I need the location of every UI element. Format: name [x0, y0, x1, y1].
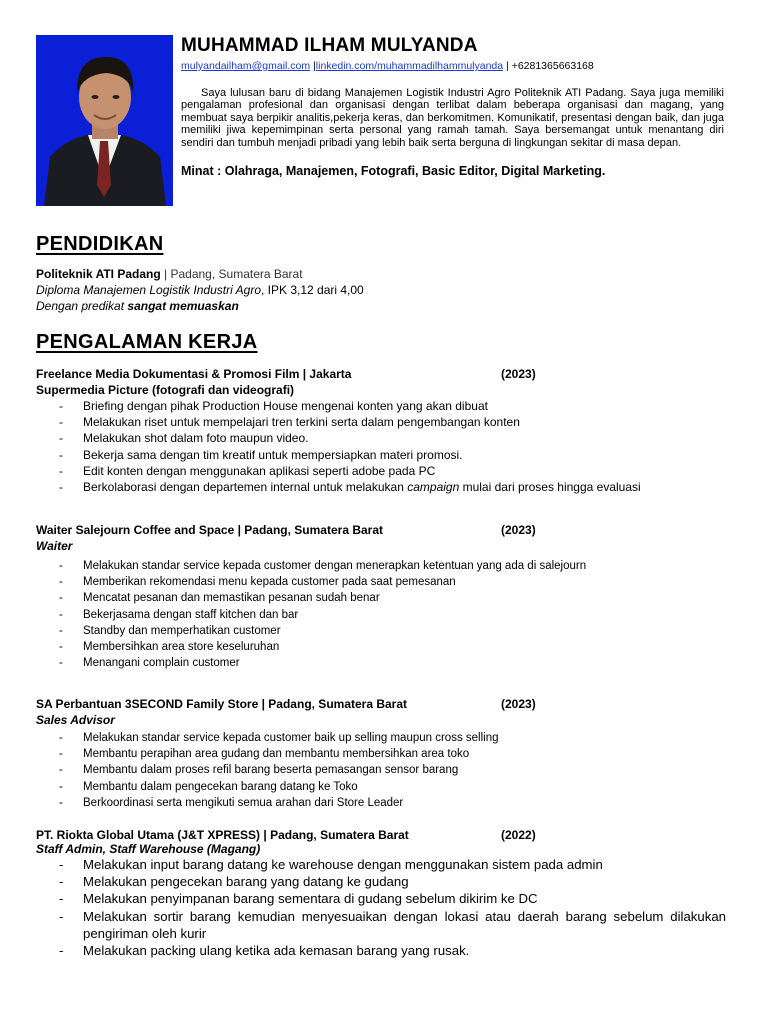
job-role: Waiter: [36, 539, 73, 553]
school-name: Politeknik ATI Padang: [36, 267, 161, 281]
section-title-experience: PENGALAMAN KERJA: [36, 331, 258, 353]
bullet-italic: campaign: [407, 480, 460, 495]
predicate-prefix: Dengan predikat: [36, 299, 128, 313]
job-year: (2022): [501, 828, 536, 842]
job-title: SA Perbantuan 3SECOND Family Store | Padang, Sumatera Barat: [36, 697, 408, 711]
job-bullets: [36, 856, 726, 959]
ipk: , IPK 3,12 dari 4,00: [261, 283, 364, 297]
list-item: - Melakukan standar service kepada customer dengan menerapkan ketentuan yang ada di salejourn: [36, 558, 726, 574]
program-name: Diploma Manajemen Logistik Industri Agro: [36, 283, 261, 297]
list-item: - Berkoordinasi serta mengikuti semua arahan dari Store Leader: [36, 795, 726, 811]
education-predicate-line: [36, 298, 364, 314]
list-item: - Membantu perapihan area gudang dan membantu membersihkan area toko: [36, 746, 726, 762]
list-item: - Mencatat pesanan dan memastikan pesanan sudah benar: [36, 590, 726, 606]
list-item: - Melakukan penyimpanan barang sementara di gudang sebelum dikirim ke DC: [36, 890, 726, 907]
job-bullets: [36, 558, 726, 671]
list-item: - Memberikan rekomendasi menu kepada customer pada saat pemesanan: [36, 574, 726, 590]
profile-summary: Saya lulusan baru di bidang Manajemen Logistik Industri Agro Politeknik ATI Padang. Saya juga memiliki pengalaman profesional dan organisasi dengan terlibat dalam beberapa organisasi dan magang, yang membuat saya berpikir analitis,pekerja keras, dan berkomitmen. Komunikatif, presentasi dengan baik, dan juga memiliki jiwa kepemimpinan serta personal yang ramah tamah. Saya bersemangat untuk menantang diri sendiri dan tumbuh menjadi pribadi yang lebih baik serta berguna di lingkungan sekitar di masa depan.: [181, 87, 724, 149]
list-item: - Melakukan shot dalam foto maupun video.: [36, 430, 726, 446]
header: [181, 34, 724, 178]
job-title-line: [36, 696, 726, 712]
contact-line: mulyandailham@gmail.com |linkedin.com/muhammadilhammulyanda | +6281365663168: [181, 60, 594, 72]
list-item: - Briefing dengan pihak Production House mengenai konten yang akan dibuat: [36, 398, 726, 414]
interests: Minat : Olahraga, Manajemen, Fotografi, Basic Editor, Digital Marketing.: [181, 164, 606, 179]
job-entry: [36, 366, 726, 495]
list-item: - Edit konten dengan menggunakan aplikasi seperti adobe pada PC: [36, 463, 726, 479]
job-role: Supermedia Picture (fotografi dan videografi): [36, 383, 295, 397]
job-title: Freelance Media Dokumentasi & Promosi Film | Jakarta: [36, 367, 352, 381]
job-role: Staff Admin, Staff Warehouse (Magang): [36, 842, 261, 856]
list-item: - Melakukan pengecekan barang yang datang ke gudang: [36, 873, 726, 890]
list-item: - Standby dan memperhatikan customer: [36, 623, 726, 639]
list-item: - Bekerja sama dengan tim kreatif untuk mempersiapkan materi promosi.: [36, 447, 726, 463]
job-title: Waiter Salejourn Coffee and Space | Padang, Sumatera Barat: [36, 523, 384, 537]
job-bullets: [36, 398, 726, 495]
profile-photo: [36, 35, 173, 206]
bullet-text: Berkolaborasi dengan departemen internal untuk melakukan: [83, 480, 408, 495]
list-item: - Membantu dalam pengecekan barang datang ke Toko: [36, 779, 726, 795]
job-title-line: [36, 522, 726, 538]
list-item: - Melakukan riset untuk mempelajari tren terkini serta dalam pengembangan konten: [36, 414, 726, 430]
candidate-name: MUHAMMAD ILHAM MULYANDA: [181, 35, 478, 56]
job-entry: [36, 522, 726, 671]
list-item: - Melakukan sortir barang kemudian menyesuaikan dengan lokasi atau daerah barang sebelum dilakukan pengiriman oleh kurir: [36, 908, 726, 942]
list-item: - Melakukan packing ulang ketika ada kemasan barang yang rusak.: [36, 942, 726, 959]
list-item: [36, 479, 726, 495]
education-program-line: [36, 282, 364, 298]
job-title-line: [36, 828, 726, 842]
list-item: - Melakukan input barang datang ke warehouse dengan menggunakan sistem pada admin: [36, 856, 726, 873]
email-link[interactable]: mulyandailham@gmail.com: [181, 60, 311, 72]
linkedin-link[interactable]: linkedin.com/muhammadilhammulyanda: [315, 60, 504, 72]
list-item: - Bekerjasama dengan staff kitchen dan bar: [36, 607, 726, 623]
section-title-education: PENDIDIKAN: [36, 233, 164, 255]
job-year: (2023): [501, 697, 536, 711]
predicate-value: sangat memuaskan: [127, 299, 239, 313]
list-item: - Membersihkan area store keseluruhan: [36, 639, 726, 655]
education-block: [36, 266, 364, 314]
job-entry: [36, 696, 726, 811]
job-year: (2023): [501, 367, 536, 381]
job-title: PT. Riokta Global Utama (J&T XPRESS) | Padang, Sumatera Barat: [36, 828, 409, 842]
job-bullets: [36, 730, 726, 811]
education-school-line: [36, 266, 364, 282]
list-item: - Menangani complain customer: [36, 655, 726, 671]
phone-number: +6281365663168: [511, 60, 594, 72]
job-title-line: [36, 366, 726, 382]
school-location: | Padang, Sumatera Barat: [164, 267, 303, 281]
job-role: Sales Advisor: [36, 713, 115, 727]
job-entry: [36, 828, 726, 959]
list-item: - Membantu dalam proses refil barang beserta pemasangan sensor barang: [36, 762, 726, 778]
bullet-text: mulai dari proses hingga evaluasi: [459, 480, 641, 495]
list-item: - Melakukan standar service kepada customer baik up selling maupun cross selling: [36, 730, 726, 746]
job-year: (2023): [501, 523, 536, 537]
